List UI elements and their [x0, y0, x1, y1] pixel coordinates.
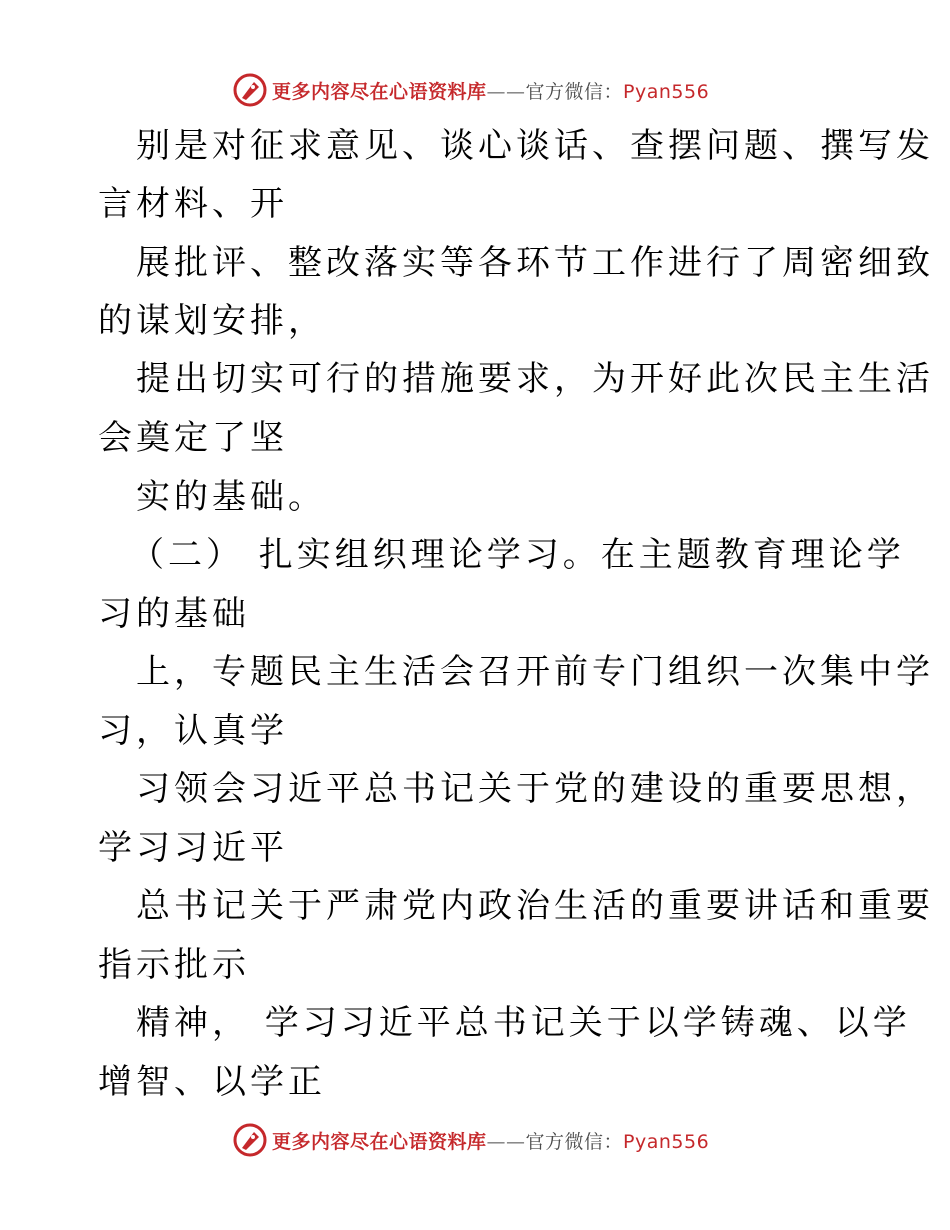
body-line: 习的基础 — [98, 594, 250, 634]
watermark-text — [272, 77, 709, 104]
body-line: 总书记关于严肃党内政治生活的重要讲话和重要 — [136, 886, 934, 926]
body-line: （二） 扎实组织理论学习。在主题教育理论学 — [130, 535, 905, 575]
body-line: 别是对征求意见、谈心谈话、查摆问题、撰写发 — [136, 126, 934, 166]
watermark-site-text: 更多内容尽在心语资料库 — [272, 1131, 487, 1153]
body-line: 增智、以学正 — [98, 1062, 326, 1102]
watermark-separator: —— — [486, 81, 526, 103]
watermark-wechat-label: 官方微信： — [525, 1131, 624, 1153]
body-line: 精神， 学习习近平总书记关于以学铸魂、以学 — [136, 1003, 911, 1043]
header-watermark — [0, 70, 950, 110]
body-line: 的谋划安排， — [98, 301, 326, 341]
body-line: 学习习近平 — [98, 828, 288, 868]
body-line: 展批评、整改落实等各环节工作进行了周密细致 — [136, 243, 934, 283]
watermark-text — [272, 1127, 709, 1154]
body-line: 习领会习近平总书记关于党的建设的重要思想， — [136, 769, 934, 809]
body-line: 会奠定了坚 — [98, 418, 288, 458]
body-line: 指示批示 — [98, 945, 250, 985]
watermark-site-text: 更多内容尽在心语资料库 — [272, 81, 487, 103]
watermark-wechat-label: 官方微信： — [525, 81, 624, 103]
watermark-separator: —— — [486, 1131, 526, 1153]
body-line: 习，认真学 — [98, 711, 288, 751]
pen-nib-logo-icon — [232, 72, 268, 108]
body-line: 言材料、开 — [98, 184, 288, 224]
body-line: 实的基础。 — [136, 477, 326, 517]
watermark-wechat-id: Pyan556 — [623, 81, 710, 103]
pen-nib-logo-icon — [232, 1122, 268, 1158]
body-line: 提出切实可行的措施要求，为开好此次民主生活 — [136, 359, 934, 399]
body-line: 上，专题民主生活会召开前专门组织一次集中学 — [136, 652, 934, 692]
footer-watermark — [0, 1120, 950, 1160]
watermark-wechat-id: Pyan556 — [623, 1131, 710, 1153]
